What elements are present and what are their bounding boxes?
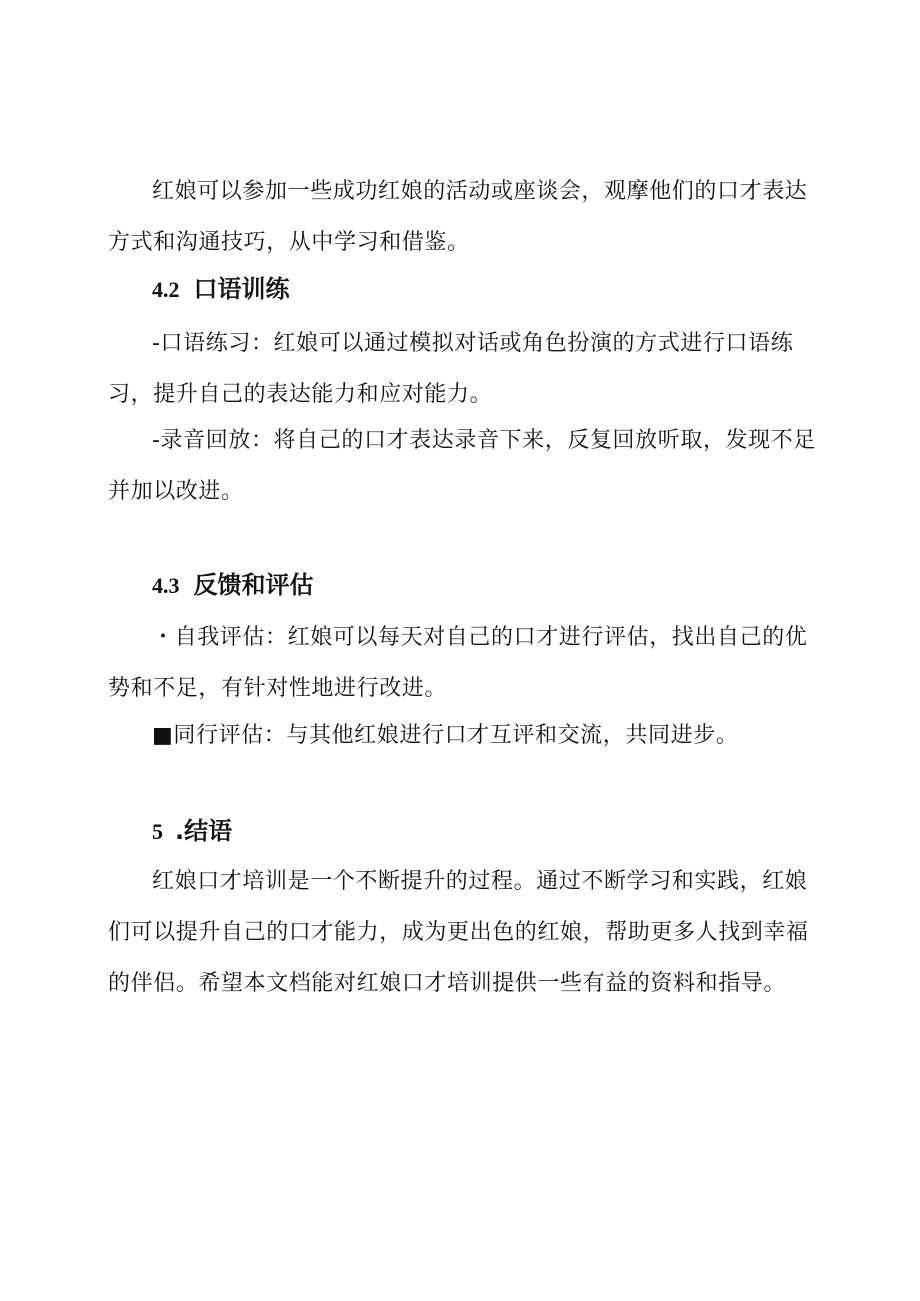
self-assessment-item: ・自我评估：红娘可以每天对自己的口才进行评估，找出自己的优势和不足，有针对性地进行改进。 — [108, 625, 808, 701]
peer-assessment-item: ■同行评估：与其他红娘进行口才互评和交流，共同进步。 — [152, 723, 739, 748]
intro-paragraph: 红娘可以参加一些成功红娘的活动或座谈会，观摩他们的口才表达方式和沟通技巧，从中学习和借鉴。 — [108, 179, 808, 255]
section-4-2-number: 4.2 — [152, 277, 180, 302]
recording-playback-item: -录音回放：将自己的口才表达录音下来，反复回放听取，发现不足并加以改进。 — [108, 428, 816, 504]
section-4-2-heading — [152, 273, 290, 306]
section-4-3-number: 4.3 — [152, 573, 180, 598]
section-5-heading — [152, 815, 232, 848]
oral-practice-item: -口语练习：红娘可以通过模拟对话或角色扮演的方式进行口语练习，提升自己的表达能力和应对能力。 — [108, 331, 794, 407]
section-5-title: .结语 — [175, 817, 233, 845]
section-5-number: 5 — [152, 819, 163, 844]
section-4-3-title: 反馈和评估 — [193, 571, 314, 599]
conclusion-paragraph: 红娘口才培训是一个不断提升的过程。通过不断学习和实践，红娘们可以提升自己的口才能力，成为更出色的红娘，帮助更多人找到幸福的伴侣。希望本文档能对红娘口才培训提供一些有益的资料和指导。 — [108, 869, 809, 996]
section-4-3-heading — [152, 569, 314, 602]
section-4-2-title: 口语训练 — [193, 275, 290, 303]
